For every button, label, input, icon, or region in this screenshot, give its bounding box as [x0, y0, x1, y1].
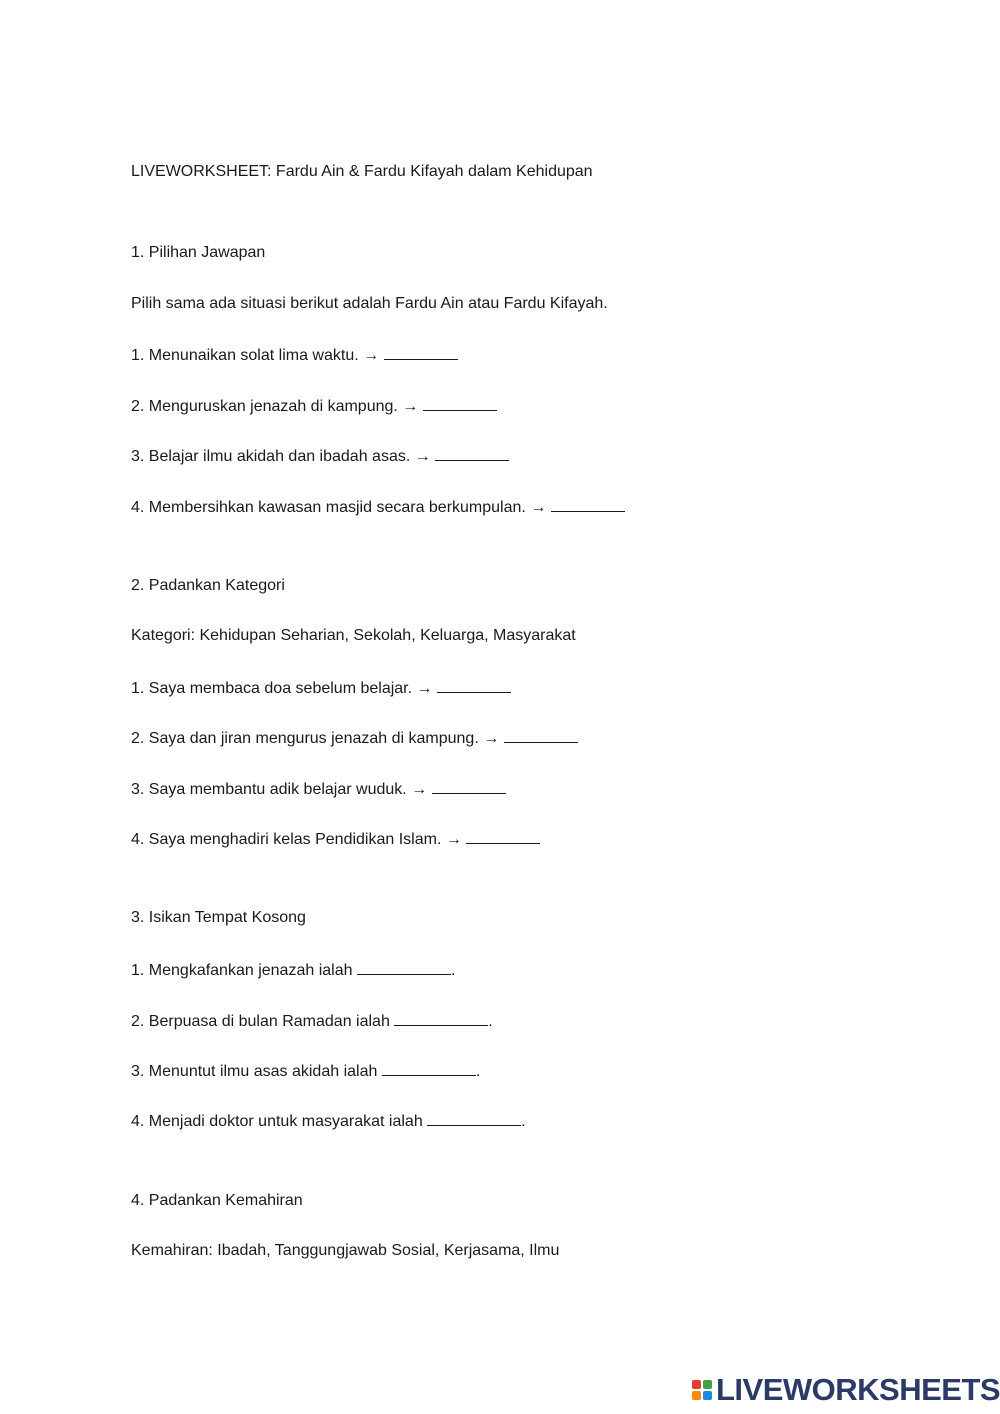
logo-square-orange [692, 1391, 701, 1400]
question-2-1 [131, 677, 511, 699]
question-3-2 [131, 1010, 493, 1032]
answer-blank[interactable] [504, 727, 578, 743]
answer-blank[interactable] [551, 496, 625, 512]
section-4-heading: 4. Padankan Kemahiran [131, 1192, 303, 1209]
period: . [450, 962, 456, 979]
answer-blank[interactable] [357, 959, 451, 975]
question-1-2 [131, 395, 497, 417]
question-3-4 [131, 1110, 526, 1132]
question-text: 2. Berpuasa di bulan Ramadan ialah [131, 1013, 390, 1030]
arrow-icon: → [445, 831, 462, 848]
question-text: 3. Menuntut ilmu asas akidah ialah [131, 1063, 378, 1080]
question-3-1 [131, 959, 455, 981]
question-text: 3. Saya membantu adik belajar wuduk. [131, 781, 407, 798]
logo-text: LIVEWORKSHEETS [716, 1372, 1000, 1407]
question-text: 4. Membersihkan kawasan masjid secara berkumpulan. [131, 499, 526, 516]
answer-blank[interactable] [466, 828, 540, 844]
logo-mark-icon [692, 1380, 712, 1400]
worksheet-title: LIVEWORKSHEET: Fardu Ain & Fardu Kifayah dalam Kehidupan [131, 163, 593, 180]
question-2-4 [131, 828, 540, 850]
period: . [521, 1113, 526, 1130]
arrow-icon: → [363, 347, 380, 364]
arrow-icon: → [402, 398, 419, 415]
answer-blank[interactable] [382, 1060, 476, 1076]
question-text: 3. Belajar ilmu akidah dan ibadah asas. [131, 448, 411, 465]
arrow-icon: → [483, 730, 500, 747]
question-1-3 [131, 445, 509, 467]
section-3-heading: 3. Isikan Tempat Kosong [131, 909, 306, 926]
arrow-icon: → [416, 680, 433, 697]
answer-blank[interactable] [435, 445, 509, 461]
answer-blank[interactable] [394, 1010, 488, 1026]
arrow-icon: → [530, 499, 547, 516]
section-1-instruction: Pilih sama ada situasi berikut adalah Fardu Ain atau Fardu Kifayah. [131, 295, 608, 312]
question-text: 2. Menguruskan jenazah di kampung. [131, 398, 398, 415]
answer-blank[interactable] [384, 344, 458, 360]
question-text: 4. Saya menghadiri kelas Pendidikan Islam. [131, 831, 442, 848]
question-2-2 [131, 727, 578, 749]
answer-blank[interactable] [427, 1110, 521, 1126]
arrow-icon: → [414, 448, 431, 465]
logo-square-red [692, 1380, 701, 1389]
answer-blank[interactable] [437, 677, 511, 693]
answer-blank[interactable] [432, 778, 506, 794]
answer-blank[interactable] [423, 395, 497, 411]
question-text: 1. Mengkafankan jenazah ialah [131, 962, 353, 979]
section-4-instruction: Kemahiran: Ibadah, Tanggungjawab Sosial, Kerjasama, Ilmu [131, 1242, 560, 1259]
question-3-3 [131, 1060, 480, 1082]
question-text: 4. Menjadi doktor untuk masyarakat ialah [131, 1113, 423, 1130]
period: . [488, 1013, 493, 1030]
question-2-3 [131, 778, 506, 800]
section-2-instruction: Kategori: Kehidupan Seharian, Sekolah, Keluarga, Masyarakat [131, 627, 576, 644]
question-1-1 [131, 344, 458, 366]
question-1-4 [131, 496, 625, 518]
liveworksheets-logo [692, 1374, 1000, 1406]
question-text: 1. Saya membaca doa sebelum belajar. [131, 680, 413, 697]
logo-square-green [703, 1380, 712, 1389]
period: . [475, 1063, 481, 1080]
arrow-icon: → [411, 781, 428, 798]
question-text: 1. Menunaikan solat lima waktu. [131, 347, 359, 364]
logo-square-blue [703, 1391, 712, 1400]
section-2-heading: 2. Padankan Kategori [131, 577, 285, 594]
question-text: 2. Saya dan jiran mengurus jenazah di kampung. [131, 730, 479, 747]
section-1-heading: 1. Pilihan Jawapan [131, 244, 266, 261]
